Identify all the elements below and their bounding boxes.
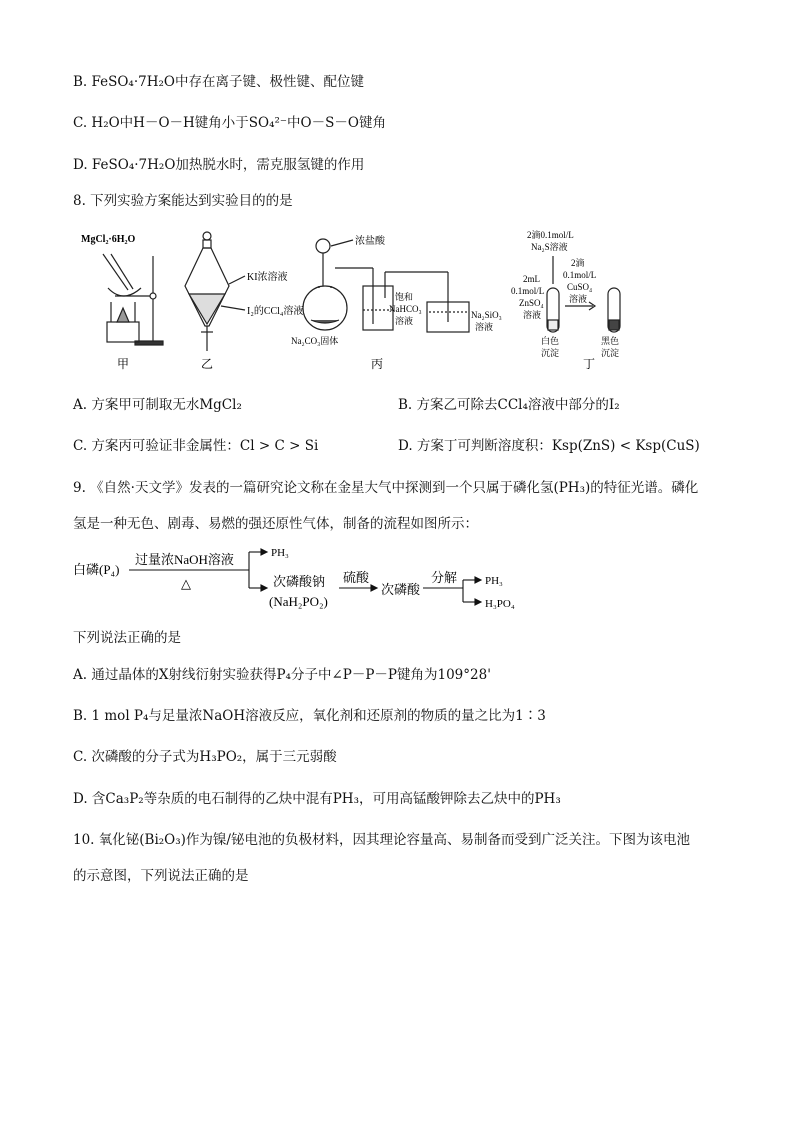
- caption-bing: 丙: [371, 357, 384, 371]
- bing-nahco3-label-2: NaHCO₃: [389, 304, 422, 314]
- ding-top-label-2: Na₂S溶液: [531, 242, 568, 252]
- bing-solid-label: Na₂CO₃固体: [291, 336, 339, 346]
- ding-mid-label-3: CuSO₄: [567, 282, 593, 292]
- q9-ask: 下列说法正确的是: [73, 630, 181, 646]
- bing-na2sio3-label-2: 溶液: [475, 322, 494, 332]
- experiment-figure: [73, 226, 723, 374]
- q9-option-a: A. 通过晶体的X射线衍射实验获得P₄分子中∠P－P－P键角为109°28': [73, 667, 491, 683]
- bing-acid-label: 浓盐酸: [355, 236, 385, 247]
- flow-ph3-b: PH₃: [485, 575, 503, 587]
- ding-mid-label-1: 2滴: [571, 258, 585, 268]
- ding-left-label-1: 2mL: [523, 274, 540, 284]
- apparatus-yi: [185, 232, 245, 351]
- flow-condition-top: 过量浓NaOH溶液: [135, 552, 234, 567]
- flow-salt-formula: (NaH₂PO₂): [269, 594, 328, 609]
- apparatus-bing: [303, 239, 469, 332]
- ding-top-label-1: 2滴0.1mol/L: [527, 230, 574, 240]
- q8-option-a: A. 方案甲可制取无水MgCl₂: [73, 397, 242, 413]
- phosphine-flowchart: [73, 540, 553, 618]
- caption-yi: 乙: [201, 357, 214, 371]
- q8-option-d: D. 方案丁可判断溶度积：Ksp(ZnS) < Ksp(CuS): [398, 438, 700, 454]
- q10-stem-line2: 的示意图，下列说法正确的是: [73, 868, 249, 884]
- flow-decompose-label: 分解: [431, 570, 458, 585]
- flow-condition-bottom: △: [181, 576, 191, 591]
- q9-option-b: B. 1 mol P₄与足量浓NaOH溶液反应，氧化剂和还原剂的物质的量之比为1∶3: [73, 708, 546, 724]
- flow-h3po4: H₃PO₄: [485, 598, 515, 610]
- q8-option-b: B. 方案乙可除去CCl₄溶液中部分的I₂: [398, 397, 620, 413]
- flow-acid-label: 硫酸: [343, 570, 370, 585]
- q8-option-c: C. 方案丙可验证非金属性：Cl > C > Si: [73, 438, 319, 454]
- ding-left-label-4: 溶液: [523, 310, 542, 320]
- q9-stem-line2: 氢是一种无色、剧毒、易燃的强还原性气体，制备的流程如图所示：: [73, 516, 478, 532]
- q7-option-c: C. H₂O中H－O－H键角小于SO₄²⁻中O－S－O键角: [73, 115, 386, 131]
- ding-left-label-2: 0.1mol/L: [511, 286, 545, 296]
- flow-ph3-a: PH₃: [271, 547, 289, 559]
- q9-option-c: C. 次磷酸的分子式为H₃PO₂，属于三元弱酸: [73, 749, 337, 765]
- ding-left-label-3: ZnSO₄: [519, 298, 544, 308]
- bing-nahco3-label-3: 溶液: [395, 316, 414, 326]
- ding-white-label-2: 沉淀: [541, 348, 560, 358]
- bing-nahco3-label-1: 饱和: [395, 292, 414, 302]
- ding-white-label-1: 白色: [541, 336, 560, 346]
- ding-black-label-1: 黑色: [601, 336, 620, 346]
- flow-start: 白磷(P₄): [73, 562, 120, 577]
- yi-top-label: KI浓溶液: [247, 272, 288, 283]
- caption-jia: 甲: [117, 357, 130, 371]
- jia-reagent-label: MgCl₂·6H₂O: [81, 234, 136, 245]
- q9-option-d: D. 含Ca₃P₂等杂质的电石制得的乙炔中混有PH₃，可用高锰酸钾除去乙炔中的PH₃: [73, 791, 561, 807]
- q7-option-b: B. FeSO₄·7H₂O中存在离子键、极性键、配位键: [73, 74, 364, 90]
- ding-mid-label-2: 0.1mol/L: [563, 270, 597, 280]
- apparatus-jia: [103, 254, 163, 345]
- q9-stem-line1: 9. 《自然·天文学》发表的一篇研究论文称在金星大气中探测到一个只属于磷化氢(PH₃)的特征光谱。磷化: [73, 480, 699, 496]
- bing-na2sio3-label-1: Na₂SiO₃: [471, 310, 502, 320]
- ding-mid-label-4: 溶液: [569, 294, 588, 304]
- q7-option-d: D. FeSO₄·7H₂O加热脱水时，需克服氢键的作用: [73, 157, 365, 173]
- ding-black-label-2: 沉淀: [601, 348, 620, 358]
- caption-ding: 丁: [583, 357, 596, 371]
- q8-stem: 8. 下列实验方案能达到实验目的的是: [73, 193, 293, 209]
- flow-acid: 次磷酸: [381, 582, 421, 597]
- q10-stem-line1: 10. 氧化铋(Bi₂O₃)作为镍/铋电池的负极材料，因其理论容量高、易制备而受到广泛关注。下图为该电池: [73, 832, 690, 848]
- flow-salt-name: 次磷酸钠: [273, 574, 326, 589]
- yi-bottom-label: I₂的CCl₄溶液: [247, 306, 304, 317]
